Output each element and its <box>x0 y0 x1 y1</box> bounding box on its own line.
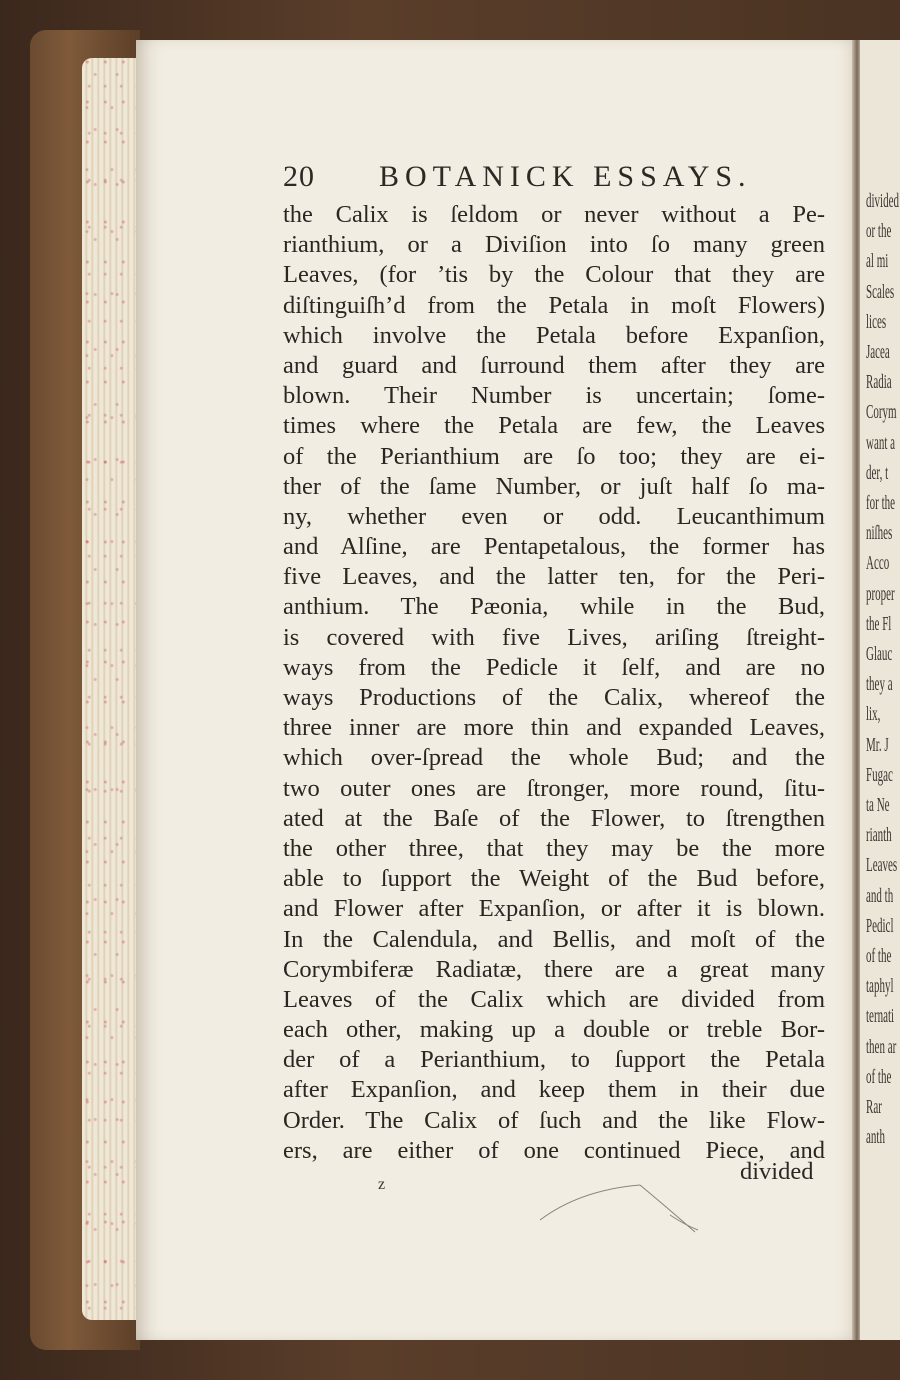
facing-page-fragment: ternati <box>866 1005 895 1028</box>
text-line: Leaves, (for ’tis by the Colour that they are <box>283 261 825 289</box>
text-line: blown. Their Number is uncertain; ſome- <box>283 382 825 410</box>
text-line: and guard and ſurround them after they are <box>283 351 825 379</box>
facing-page-fragment: or the <box>866 220 892 243</box>
facing-page-fragment: of the <box>866 1065 892 1088</box>
text-line: and Flower after Expanſion, or after it is blown. <box>283 895 825 923</box>
text-line: is covered with five Lives, ariſing ſtreight- <box>283 623 825 651</box>
text-line: der of a Perianthium, to ſupport the Petala <box>283 1046 825 1074</box>
facing-page-fragment: anth <box>866 1126 885 1149</box>
facing-page-fragment: the Fl <box>866 612 892 635</box>
text-line: In the Calendula, and Bellis, and moſt of the <box>283 925 825 953</box>
facing-page-fragment: taphyl <box>866 975 894 998</box>
facing-page-fragment: for the <box>866 492 896 514</box>
facing-page-fragment: lix, <box>866 703 881 726</box>
facing-page-fragment: Acco <box>866 552 890 575</box>
facing-page-fragment: Leaves <box>866 854 898 877</box>
text-line: of the Perianthium are ſo too; they are ei- <box>283 442 825 470</box>
facing-page-fragment: they a <box>866 673 893 696</box>
facing-page-fragment: then ar <box>866 1035 897 1058</box>
facing-page-fragment: lices <box>866 310 887 333</box>
text-line: ways Productions of the Calix, whereof the <box>283 684 825 711</box>
facing-page-fragment: rianth <box>866 824 892 847</box>
text-line: Corymbiferæ Radiatæ, there are a great many <box>283 955 825 983</box>
text-line: ny, whether even or odd. Leucanthimum <box>283 502 825 530</box>
facing-page-fragment: Mr. J <box>866 733 889 756</box>
text-line: ways from the Pedicle it ſelf, and are no <box>283 653 825 681</box>
facing-page-fragment: want a <box>866 431 896 454</box>
facing-page-fragment: proper <box>866 582 895 605</box>
text-line: five Leaves, and the latter ten, for the Peri- <box>283 563 825 591</box>
body-text <box>283 200 825 1166</box>
text-line: times where the Petala are few, the Leaves <box>283 412 825 440</box>
facing-page-fragment: Pedicl <box>866 914 894 937</box>
page-header <box>283 160 823 200</box>
facing-page-fragment: Jacea <box>866 341 890 363</box>
signature-mark: z <box>378 1176 386 1193</box>
text-line: and Alſine, are Pentapetalous, the former has <box>283 533 825 561</box>
text-line: which over-ſpread the whole Bud; and the <box>283 744 825 772</box>
facing-page-fragment: der, t <box>866 461 889 484</box>
facing-page-fragment: niſhes <box>866 522 893 545</box>
text-line: rianthium, or a Diviſion into ſo many green <box>283 231 825 259</box>
facing-page-fragment: Corym <box>866 401 897 424</box>
facing-page-fragment: divided <box>866 190 899 212</box>
text-line: after Expanſion, and keep them in their due <box>283 1076 825 1104</box>
text-line: three inner are more thin and expanded Leaves, <box>283 714 825 742</box>
facing-page-fragment: Radia <box>866 371 892 394</box>
facing-page-fragment: Scales <box>866 280 895 303</box>
facing-page-fragment: Rar <box>866 1096 882 1118</box>
facing-page-edge <box>860 40 900 1340</box>
text-line: each other, making up a double or treble Bor- <box>283 1016 825 1044</box>
text-line: the Calix is ſeldom or never without a Pe- <box>283 201 825 228</box>
facing-page-fragment: Glauc <box>866 643 893 665</box>
text-line: able to ſupport the Weight of the Bud before, <box>283 865 825 893</box>
pencil-sketch <box>520 1170 720 1250</box>
page-number: 20 <box>283 160 315 193</box>
text-line: ated at the Baſe of the Flower, to ſtrengthen <box>283 804 825 832</box>
text-line: Order. The Calix of ſuch and the like Flow- <box>283 1106 825 1134</box>
text-line: anthium. The Pæonia, while in the Bud, <box>283 593 825 621</box>
facing-page-fragment: and th <box>866 884 894 907</box>
catchword: divided <box>740 1158 814 1185</box>
text-line: diſtinguiſh’d from the Petala in moſt Flowers) <box>283 291 825 319</box>
text-line: which involve the Petala before Expanſion, <box>283 321 825 349</box>
facing-page-fragment: of the <box>866 945 892 967</box>
text-line: two outer ones are ſtronger, more round, ſitu- <box>283 774 825 802</box>
text-line: ers, are either of one continued Piece, and <box>283 1136 825 1164</box>
facing-page-fragment: Fugac <box>866 763 893 786</box>
facing-page-fragment: al mi <box>866 250 889 273</box>
text-line: ther of the ſame Number, or juſt half ſo ma- <box>283 472 825 500</box>
text-line: the other three, that they may be the more <box>283 834 825 862</box>
running-title: BOTANICK ESSAYS. <box>379 160 752 193</box>
facing-page-fragment: ta Ne <box>866 794 890 816</box>
text-line: Leaves of the Calix which are divided from <box>283 985 825 1013</box>
